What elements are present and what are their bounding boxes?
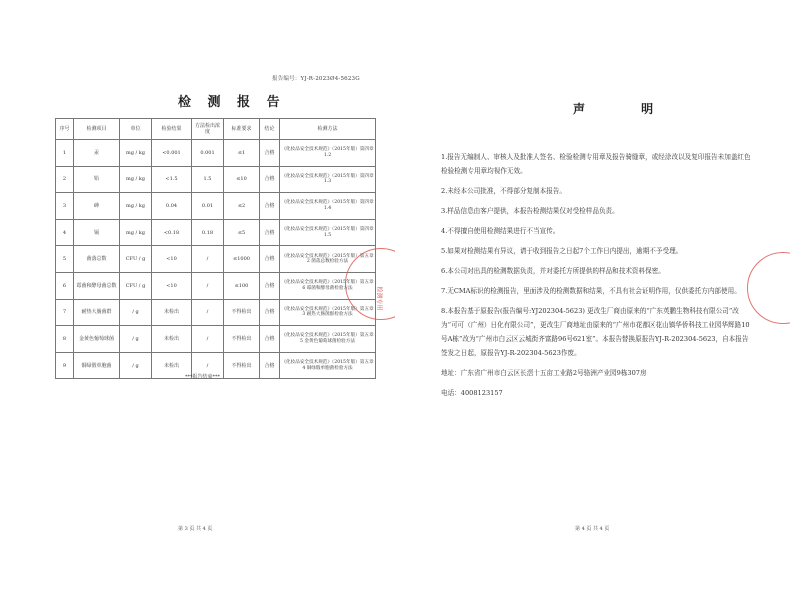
table-cell: mg / kg [120, 193, 152, 220]
table-cell: 《化妆品安全技术规范》（2015年版）第五章 3 耐热大肠菌群检验方法 [280, 299, 376, 326]
table-cell: / [192, 352, 224, 379]
table-cell: <10 [152, 272, 192, 299]
header-cell: 序号 [56, 119, 74, 140]
table-cell: 镉 [74, 219, 120, 246]
table-cell: 7 [56, 299, 74, 326]
table-cell: 《化妆品安全技术规范》（2015年版）第四章 1.3 [280, 166, 376, 193]
table-cell: CFU / g [120, 246, 152, 273]
results-table [55, 118, 376, 379]
table-cell: mg / kg [120, 166, 152, 193]
declaration-item: 2.未经本公司批准，不得部分复制本报告。 [441, 187, 566, 195]
table-cell: / [192, 272, 224, 299]
table-cell: 4 [56, 219, 74, 246]
lab-address: 地址：广东省广州市白云区长滘十五亩工业路2号骆洲产业园9栋307房 [441, 369, 647, 377]
table-cell: mg / kg [120, 219, 152, 246]
table-row [56, 140, 376, 167]
table-cell: 0.18 [192, 219, 224, 246]
table-cell: 未检出 [152, 299, 192, 326]
table-cell: 未检出 [152, 326, 192, 353]
table-cell: 砷 [74, 193, 120, 220]
declaration-title: 声 明 [573, 102, 680, 116]
table-cell: 金黄色葡萄球菌 [74, 326, 120, 353]
declaration-item: 8.本报告基于原报告(报告编号:YJ202304-5623) 更改生厂商由原来的“广东英鹏生物科技有限公司”改为“可可（广州）日化有限公司”，更改生厂商地址由原来的“广州市花都区花山镇华侨科技工业园华辉路10号A栋”改为“广州市白云区云城街齐富路96号621室”。本报告替换原报告YJ-R-202304-5623，自本报告签发之日起，原报告YJ-R-202304-5623作废。 [441, 307, 750, 357]
declaration-page-4 [395, 0, 790, 606]
table-cell: 合格 [260, 272, 280, 299]
header-cell: 检测项目 [74, 119, 120, 140]
table-cell: 9 [56, 352, 74, 379]
table-cell: <0.18 [152, 219, 192, 246]
table-row [56, 326, 376, 353]
table-cell: 0.01 [192, 193, 224, 220]
table-cell: 合格 [260, 193, 280, 220]
seal-stamp-text: 检测专用 [375, 286, 383, 311]
header-cell: 单位 [120, 119, 152, 140]
table-cell: <0.001 [152, 140, 192, 167]
table-cell: 《化妆品安全技术规范》（2015年版）第五章 6 霉菌和酵母菌检验方法 [280, 272, 376, 299]
table-cell: 1.5 [192, 166, 224, 193]
declaration-item: 1.报告无编制人、审核人及批准人签名、检验检测专用章及报告骑缝章，或经涂改以及复印报告未加盖红色检验检测专用章均视作无效。 [441, 153, 751, 175]
table-cell: 1 [56, 140, 74, 167]
table-cell: 不得检出 [224, 326, 260, 353]
declaration-item: 4.不得擅自使用检测结果进行不当宣传。 [441, 227, 560, 235]
table-cell: 《化妆品安全技术规范》（2015年版）第四章 1.5 [280, 219, 376, 246]
declaration-item: 5.如果对检测结果有异议，请于收到报告之日起7个工作日内提出，逾期不予受理。 [441, 247, 683, 255]
table-cell: / g [120, 299, 152, 326]
table-row [56, 219, 376, 246]
table-row [56, 299, 376, 326]
table-row [56, 246, 376, 273]
report-title: 检 测 报 告 [178, 95, 286, 110]
table-cell: ≤2 [224, 193, 260, 220]
results-body [56, 140, 376, 379]
table-cell: ≤5 [224, 219, 260, 246]
declaration-item: 7.无CMA标识的检测报告，里面涉及的检测数据和结果，不具有社会证明作用，仅供委托方内部使用。 [441, 287, 741, 295]
page-number: 第 3 页 共 4 页 [178, 526, 213, 532]
table-cell: 不得检出 [224, 299, 260, 326]
table-cell: ≤1 [224, 140, 260, 167]
header-cell: 标准要求 [224, 119, 260, 140]
header-cell: 结论 [260, 119, 280, 140]
table-cell: / g [120, 352, 152, 379]
table-cell: mg / kg [120, 140, 152, 167]
table-cell: 2 [56, 166, 74, 193]
table-cell: / [192, 246, 224, 273]
table-cell: 《化妆品安全技术规范》（2015年版）第四章 1.4 [280, 193, 376, 220]
report-number: 报告编号：YJ-R-2023Ø4-5623G [272, 76, 360, 82]
table-cell: 未检出 [152, 352, 192, 379]
table-cell: 《化妆品安全技术规范》（2015年版）第五章 4 铜绿假单胞菌检验方法 [280, 352, 376, 379]
table-cell: 《化妆品安全技术规范》（2015年版）第四章 1.2 [280, 140, 376, 167]
table-cell: 铜绿假单胞菌 [74, 352, 120, 379]
table-cell: CFU / g [120, 272, 152, 299]
table-cell: 合格 [260, 219, 280, 246]
table-cell: 菌落总数 [74, 246, 120, 273]
page-number: 第 4 页 共 4 页 [575, 526, 610, 532]
declaration-item: 3.样品信息由客户提供，本报告检测结果仅对受检样品负责。 [441, 207, 619, 215]
header-cell: 检验结果 [152, 119, 192, 140]
table-row [56, 193, 376, 220]
table-cell: 0.001 [192, 140, 224, 167]
table-cell: <1.5 [152, 166, 192, 193]
table-cell: ≤10 [224, 166, 260, 193]
table-cell: 6 [56, 272, 74, 299]
table-cell: 8 [56, 326, 74, 353]
table-cell: 0.04 [152, 193, 192, 220]
declaration-body [441, 150, 755, 406]
table-cell: 合格 [260, 326, 280, 353]
table-cell: 汞 [74, 140, 120, 167]
header-cell: 方法检出浓度 [192, 119, 224, 140]
table-cell: 合格 [260, 352, 280, 379]
lab-phone: 电话：4008123157 [441, 389, 503, 397]
table-cell: ≤100 [224, 272, 260, 299]
table-cell: 5 [56, 246, 74, 273]
table-cell: / g [120, 326, 152, 353]
table-cell: 合格 [260, 246, 280, 273]
table-cell: ≤1000 [224, 246, 260, 273]
table-cell: / [192, 299, 224, 326]
table-cell: 合格 [260, 299, 280, 326]
table-cell: 3 [56, 193, 74, 220]
report-end-note: ***报告结束*** [185, 374, 221, 380]
declaration-item: 6.本公司对出具的检测数据负责，并对委托方所提供的样品和技术资料保密。 [441, 267, 665, 275]
table-cell: 耐热大肠菌群 [74, 299, 120, 326]
table-cell: 合格 [260, 140, 280, 167]
table-cell: 铅 [74, 166, 120, 193]
table-row [56, 272, 376, 299]
table-cell: <10 [152, 246, 192, 273]
header-cell: 检测方法 [280, 119, 376, 140]
table-cell: 《化妆品安全技术规范》（2015年版）第五章 2 菌落总数检验方法 [280, 246, 376, 273]
table-cell: 霉菌和酵母菌总数 [74, 272, 120, 299]
table-cell: 不得检出 [224, 352, 260, 379]
table-row [56, 166, 376, 193]
table-cell: 《化妆品安全技术规范》（2015年版）第五章 5 金黄色葡萄球菌检验方法 [280, 326, 376, 353]
table-header-row [56, 119, 376, 140]
table-cell: / [192, 326, 224, 353]
table-cell: 合格 [260, 166, 280, 193]
